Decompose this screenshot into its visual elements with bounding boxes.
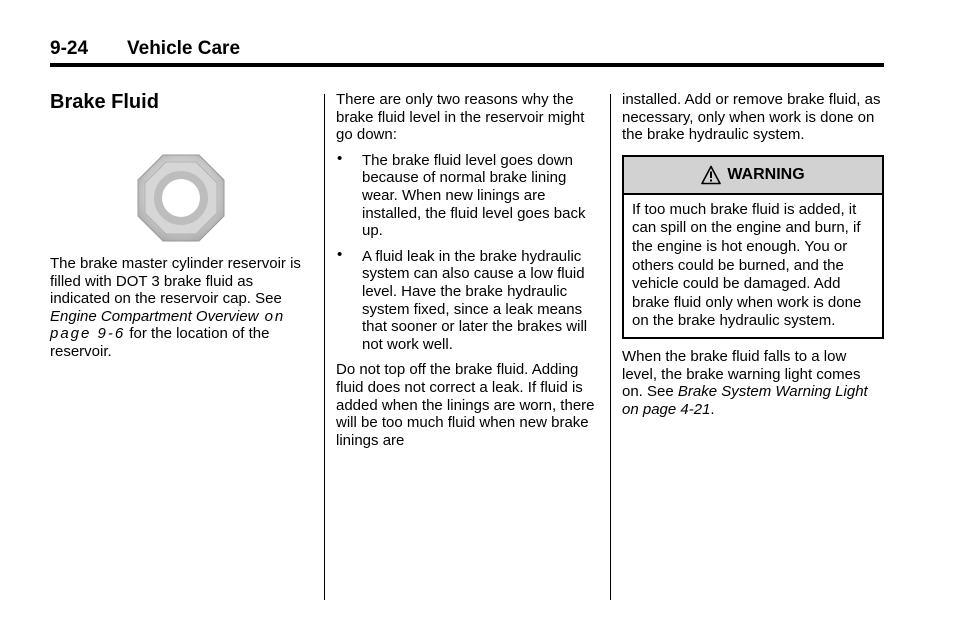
bullet-icon: • <box>337 149 343 167</box>
cross-reference-link[interactable]: Brake System Warning Light on page 4-21 <box>622 383 868 418</box>
warning-triangle-icon <box>701 165 721 185</box>
page-header <box>50 38 884 68</box>
column-divider <box>610 94 611 600</box>
reservoir-paragraph: The brake master cylinder reservoir is filled with DOT 3 brake fluid as indicated on the reservoir cap. See Engine Compartment Overview on page 9-6 for the location of the reservoir. <box>50 255 301 360</box>
section-heading: Brake Fluid <box>50 91 159 113</box>
column-3 <box>622 91 884 418</box>
dot3-reservoir-cap-icon <box>136 153 226 243</box>
warning-label: WARNING <box>727 165 805 183</box>
list-item: • The brake fluid level goes down because of normal brake lining wear. When new linings are installed, the fluid level goes back up. <box>337 149 586 240</box>
cross-reference-link[interactable]: Engine Compartment Overview <box>50 307 259 325</box>
continued-paragraph: installed. Add or remove brake fluid, as necessary, only when work is done on the brake hydraulic system. <box>622 91 881 144</box>
warning-text: If too much brake fluid is added, it can spill on the engine and burn, if the engine is hot enough. You or others could be burned, and the vehicle could be damaged. Add brake fluid only when work is done on the brake hydraulic system. <box>632 200 862 330</box>
column-2 <box>336 91 598 449</box>
warning-light-paragraph: When the brake fluid falls to a low level, the brake warning light comes on. See Brake System Warning Light on page 4-21. <box>622 347 868 418</box>
intro-paragraph: There are only two reasons why the brake fluid level in the reservoir might go down: <box>336 91 585 144</box>
cross-reference-page[interactable]: on page 9-6 <box>50 307 286 343</box>
warning-header <box>624 157 882 195</box>
reasons-list <box>336 149 598 354</box>
header-rule <box>50 63 884 67</box>
warning-box <box>622 155 884 339</box>
column-divider <box>324 94 325 600</box>
page-number: 9-24 <box>50 38 89 59</box>
top-off-paragraph: Do not top off the brake fluid. Adding fluid does not correct a leak. If fluid is added when the linings are worn, there will be too much fluid when new brake linings are <box>336 361 595 449</box>
column-1 <box>50 90 312 361</box>
list-item: • A fluid leak in the brake hydraulic system can also cause a low fluid level. Have the brake hydraulic system fixed, since a leak means that sooner or later the brakes will not work well. <box>337 245 588 353</box>
section-title: Vehicle Care <box>127 38 241 59</box>
bullet-icon: • <box>337 245 343 263</box>
